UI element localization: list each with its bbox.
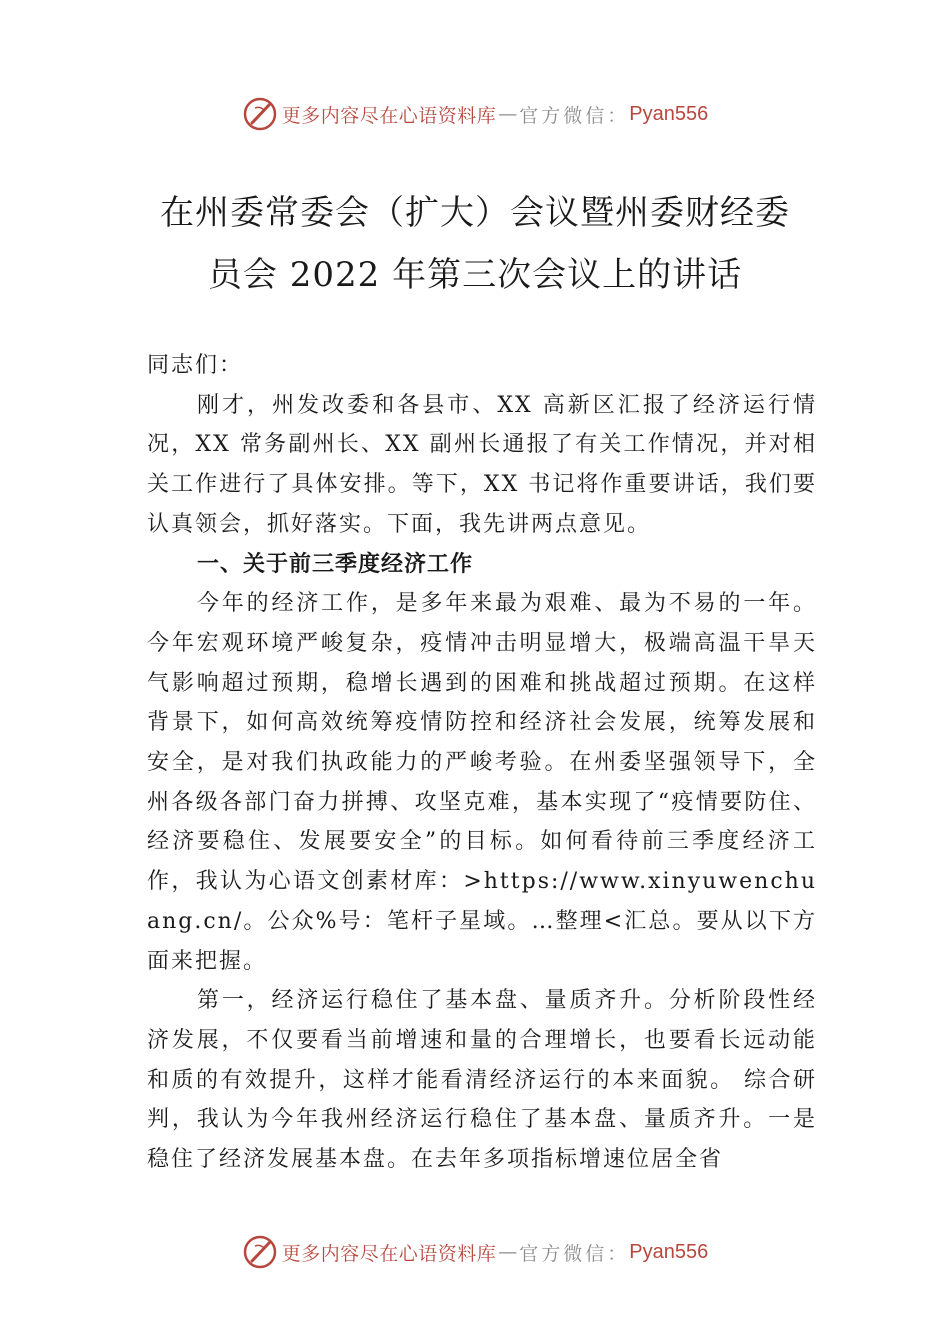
brush-logo-icon: [242, 96, 278, 132]
document-title: [120, 182, 830, 306]
paragraph-economy: 今年的经济工作，是多年来最为艰难、最为不易的一年。今年宏观环境严峻复杂，疫情冲击明显增大，极端高温干旱天气影响超过预期，稳增长遇到的困难和挑战超过预期。在这样背景下，如何高效统筹疫情防控和经济社会发展，统筹发展和安全，是对我们执政能力的严峻考验。在州委坚强领导下，全州各级各部门奋力拼搏、攻坚克难，基本实现了“疫情要防住、经济要稳住、发展要安全”的目标。如何看待前三季度经济工作，我认为心语文创素材库：>https://www.xinyuwenchuang.cn/。公众%号：笔杆子星域。…整理<汇总。要从以下方面来把握。: [147, 591, 817, 974]
section-heading: 一、关于前三季度经济工作: [197, 551, 474, 577]
paragraph-first-point: 第一，经济运行稳住了基本盘、量质齐升。分析阶段性经济发展，不仅要看当前增速和量的合理增长，也要看长远动能和质的有效提升，这样才能看清经济运行的本来面貌。 综合研判，我认为今年我州经济运行稳住了基本盘、量质齐升。一是稳住了经济发展基本盘。在去年多项指标增速位居全省: [147, 988, 817, 1173]
watermark-label: 官方微信：: [519, 1242, 630, 1265]
title-line-2: 员会 2022 年第三次会议上的讲话: [207, 255, 743, 295]
watermark-dash: —: [498, 1241, 518, 1263]
title-line-1: 在州委常委会（扩大）会议暨州委财经委: [160, 193, 790, 233]
watermark-brand: 更多内容尽在心语资料库: [281, 1242, 497, 1265]
watermark-header: [0, 94, 950, 134]
document-body: [147, 346, 817, 1180]
watermark-brand: 更多内容尽在心语资料库: [281, 104, 497, 127]
greeting: 同志们：: [147, 353, 244, 378]
watermark-account: Pyan556: [629, 102, 709, 125]
watermark-account: Pyan556: [629, 1240, 709, 1263]
watermark-dash: —: [498, 103, 518, 125]
watermark-label: 官方微信：: [519, 104, 630, 127]
brush-logo-icon: [242, 1234, 278, 1270]
watermark-footer: [0, 1232, 950, 1272]
paragraph-intro: 刚才，州发改委和各县市、XX 高新区汇报了经济运行情况，XX 常务副州长、XX 副州长通报了有关工作情况，并对相关工作进行了具体安排。等下，XX 书记将作重要讲话，我们要认真领会，抓好落实。下面，我先讲两点意见。: [147, 392, 817, 537]
